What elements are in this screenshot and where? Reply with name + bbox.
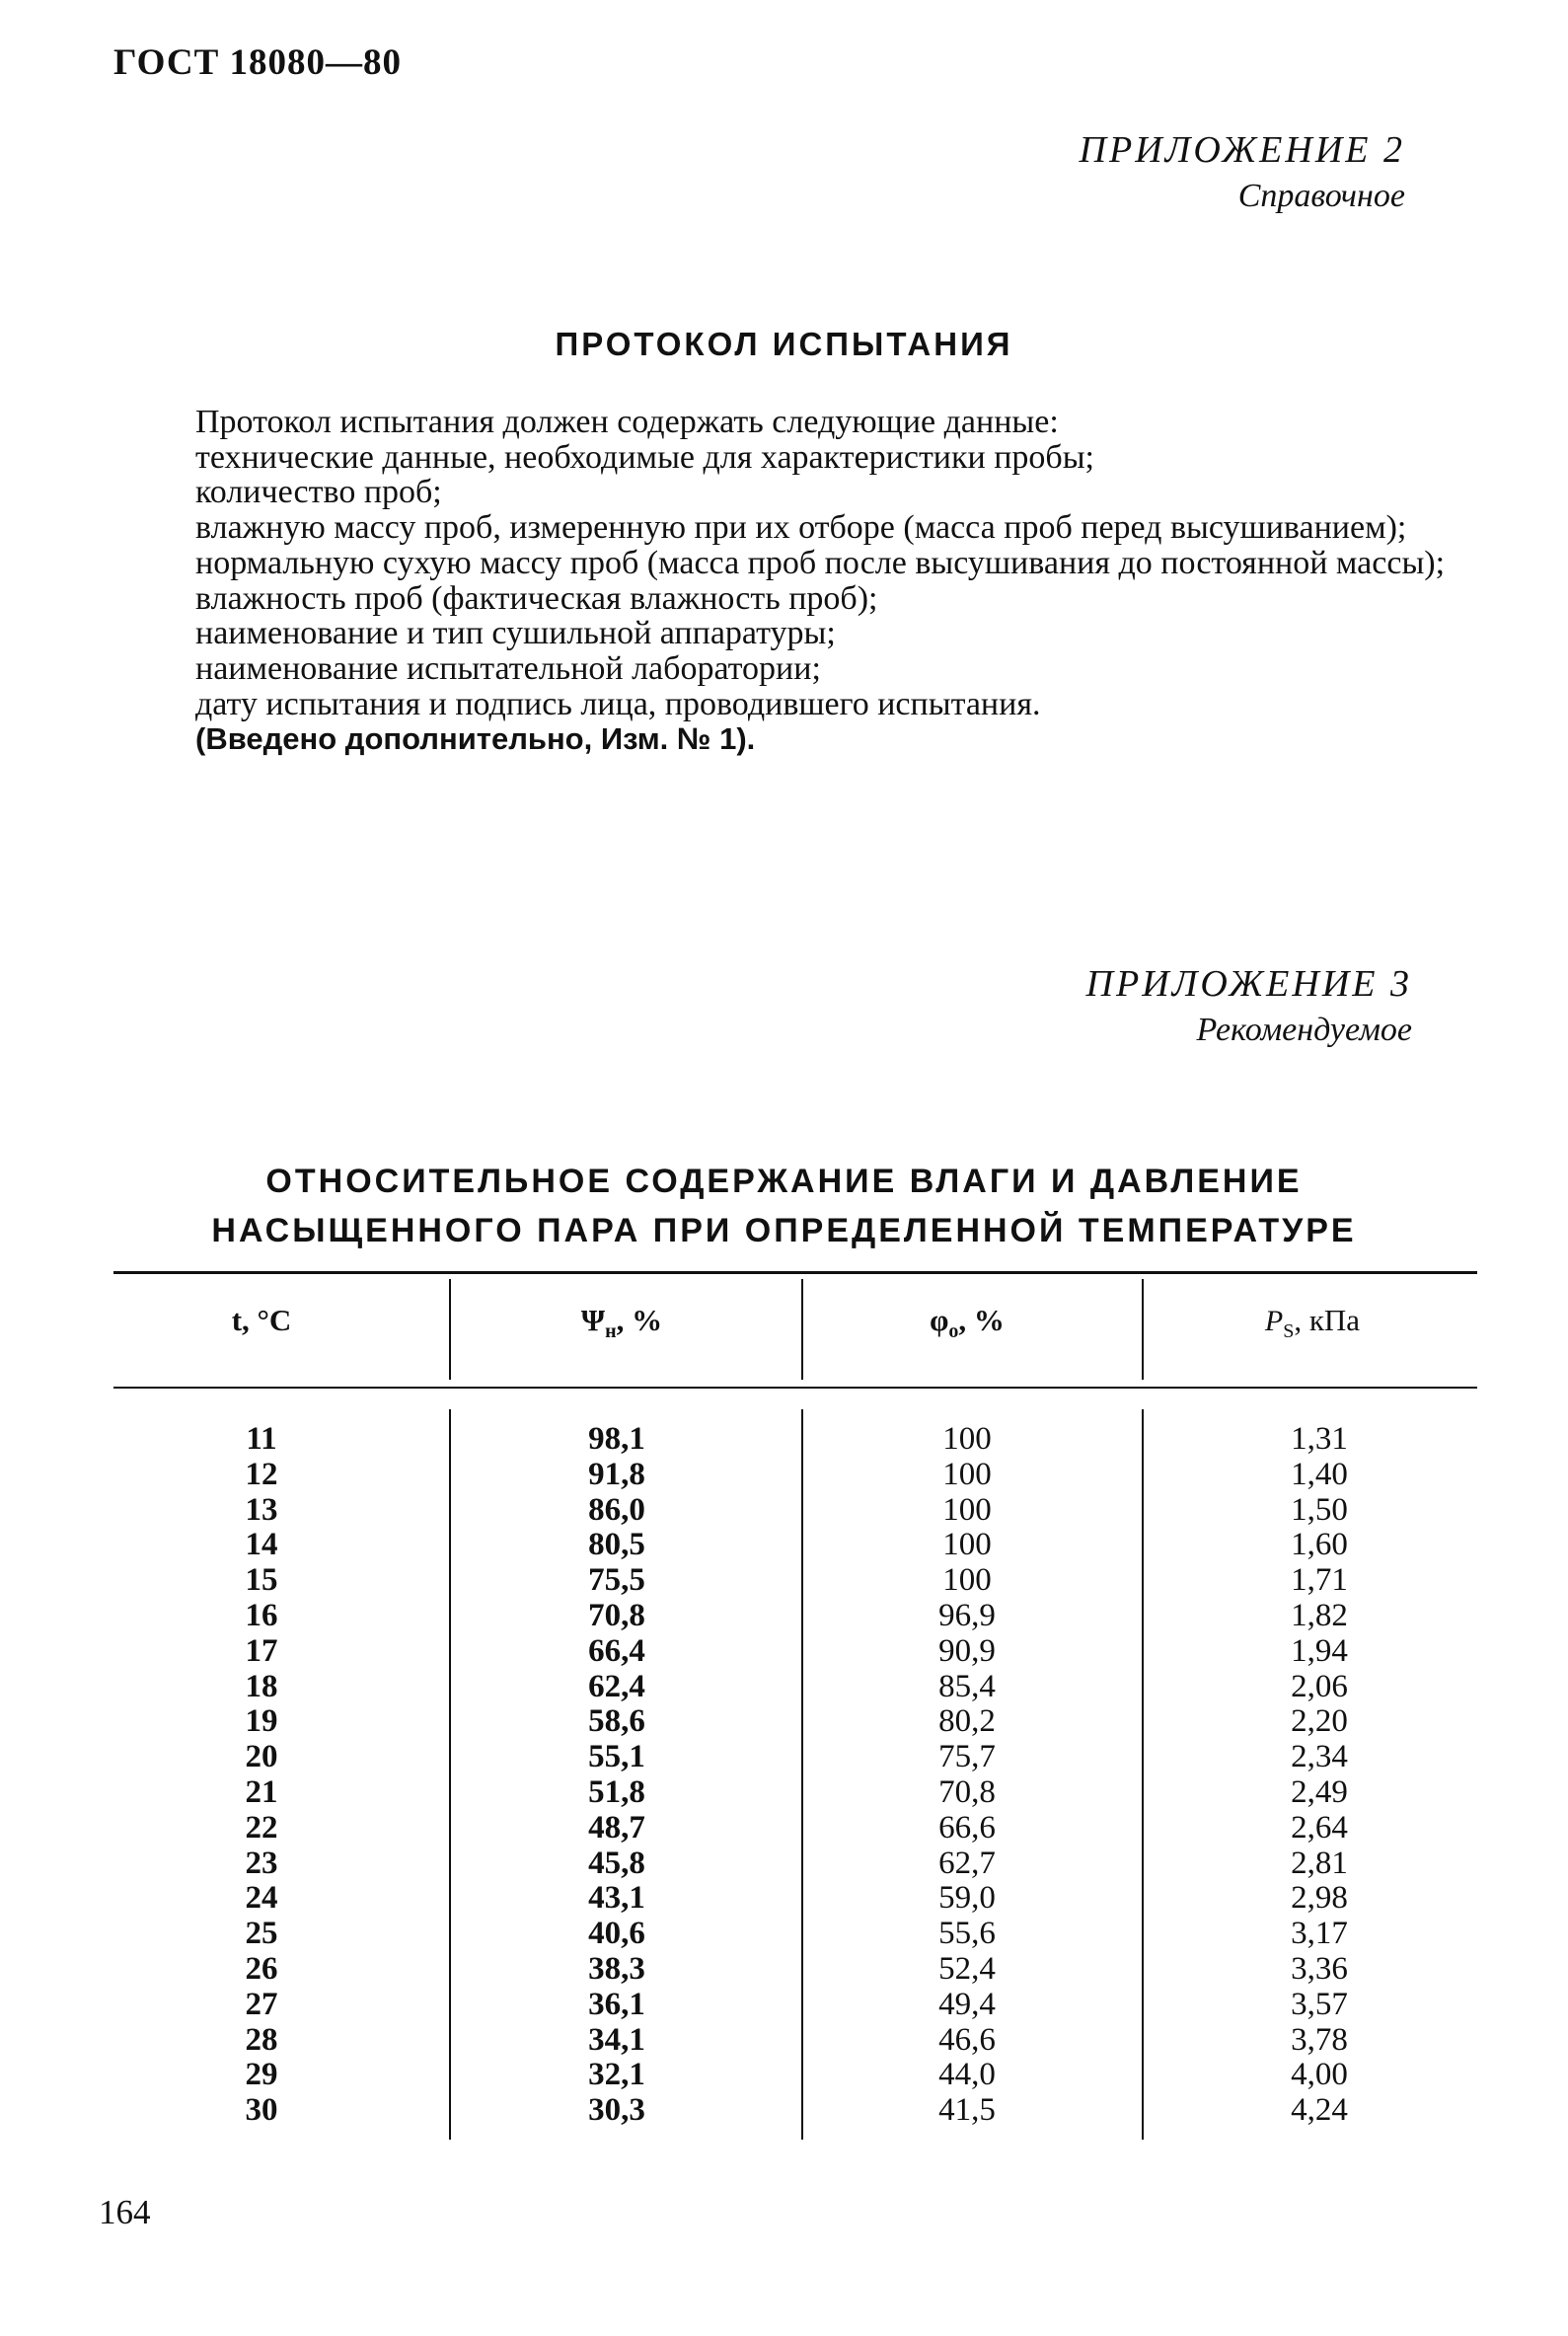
- table-cell: 13: [245, 1491, 278, 1528]
- phi-unit: , %: [958, 1303, 1005, 1337]
- table-cell: 22: [245, 1809, 278, 1846]
- table-cell: 66,4: [588, 1632, 645, 1669]
- table-cell: 96,9: [938, 1597, 996, 1633]
- column-divider: [449, 1279, 451, 1380]
- column-relative-humidity: [903, 1422, 1031, 2129]
- appendix-3-heading: [1086, 962, 1412, 1049]
- header-temperature: t, °C: [231, 1303, 292, 1337]
- table-cell: 26: [245, 1950, 278, 1987]
- table-cell: 100: [942, 1456, 992, 1492]
- table-cell: 98,1: [588, 1421, 645, 1457]
- table-title-line-2: НАСЫЩЕННОГО ПАРА ПРИ ОПРЕДЕЛЕННОЙ ТЕМПЕРАТУРЕ: [211, 1212, 1357, 1249]
- page-number: 164: [99, 2193, 151, 2231]
- ps-unit: , кПа: [1294, 1303, 1361, 1337]
- table-cell: 18: [245, 1668, 278, 1704]
- table-cell: 66,6: [938, 1809, 996, 1846]
- table-cell: 62,4: [588, 1668, 645, 1704]
- protocol-item: дату испытания и подпись лица, проводившего испытания.: [195, 685, 1041, 722]
- table-cell: 2,06: [1291, 1668, 1348, 1704]
- table-cell: 11: [246, 1421, 277, 1457]
- table-cell: 85,4: [938, 1668, 996, 1704]
- table-cell: 29: [245, 2057, 278, 2093]
- header-vapor-pressure: [1184, 1303, 1441, 1343]
- header-relative-humidity: [839, 1303, 1095, 1343]
- protocol-body: [113, 405, 1490, 757]
- table-cell: 4,24: [1291, 2092, 1348, 2129]
- table-cell: 3,17: [1291, 1916, 1348, 1952]
- table-cell: 1,71: [1291, 1562, 1348, 1599]
- table-cell: 55,6: [938, 1916, 996, 1952]
- table-cell: 55,1: [588, 1739, 645, 1775]
- table-cell: 30: [245, 2092, 278, 2129]
- table-cell: 100: [942, 1421, 992, 1457]
- table-cell: 49,4: [938, 1986, 996, 2022]
- protocol-item: количество проб;: [195, 474, 442, 511]
- phi-subscript: o: [948, 1320, 959, 1343]
- table-cell: 46,6: [938, 2021, 996, 2058]
- table-cell: 62,7: [938, 1845, 996, 1881]
- table-cell: 100: [942, 1562, 992, 1599]
- table-title: [0, 1157, 1568, 1255]
- table-cell: 51,8: [588, 1773, 645, 1810]
- table-cell: 2,49: [1291, 1773, 1348, 1810]
- column-moisture-content: [553, 1422, 681, 2129]
- table-cell: 75,7: [938, 1739, 996, 1775]
- table-cell: 38,3: [588, 1950, 645, 1987]
- table-cell: 44,0: [938, 2057, 996, 2093]
- protocol-item: технические данные, необходимые для характеристики пробы;: [195, 438, 1094, 476]
- table-cell: 75,5: [588, 1562, 645, 1599]
- table-cell: 15: [245, 1562, 278, 1599]
- appendix-2-heading: [1080, 128, 1405, 215]
- table-cell: 86,0: [588, 1491, 645, 1528]
- appendix-3-number: ПРИЛОЖЕНИЕ 3: [1085, 963, 1412, 1005]
- phi-symbol: φ: [930, 1303, 949, 1337]
- table-cell: 3,36: [1291, 1950, 1348, 1987]
- protocol-item: влажность проб (фактическая влажность проб);: [195, 579, 878, 617]
- header-moisture-content: [493, 1303, 750, 1343]
- protocol-item: наименование испытательной лаборатории;: [195, 649, 821, 687]
- table-cell: 16: [245, 1597, 278, 1633]
- protocol-item: влажную массу проб, измеренную при их отборе (масса проб перед высушиванием);: [195, 509, 1407, 547]
- ps-subscript: S: [1283, 1320, 1295, 1343]
- table-cell: 80,2: [938, 1703, 996, 1740]
- table-cell: 1,82: [1291, 1597, 1348, 1633]
- column-vapor-pressure: [1255, 1422, 1383, 2129]
- protocol-item: Протокол испытания должен содержать следующие данные:: [195, 404, 1059, 440]
- appendix-2-number: ПРИЛОЖЕНИЕ 2: [1079, 129, 1405, 171]
- table-cell: 43,1: [588, 1880, 645, 1917]
- protocol-item: нормальную сухую массу проб (масса проб после высушивания до постоянной массы);: [195, 544, 1446, 581]
- column-divider: [1142, 1409, 1144, 2140]
- table-cell: 70,8: [588, 1597, 645, 1633]
- table-top-rule: [113, 1271, 1477, 1274]
- table-cell: 30,3: [588, 2092, 645, 2129]
- table-cell: 2,34: [1291, 1739, 1348, 1775]
- column-divider: [1142, 1279, 1144, 1380]
- psi-symbol: Ψ: [580, 1303, 606, 1337]
- table-cell: 32,1: [588, 2057, 645, 2093]
- table-cell: 36,1: [588, 1986, 645, 2022]
- table-cell: 2,64: [1291, 1809, 1348, 1846]
- table-cell: 58,6: [588, 1703, 645, 1740]
- table-cell: 59,0: [938, 1880, 996, 1917]
- ps-symbol: P: [1264, 1305, 1284, 1337]
- table-cell: 2,81: [1291, 1845, 1348, 1881]
- table-cell: 2,20: [1291, 1703, 1348, 1740]
- table-cell: 91,8: [588, 1456, 645, 1492]
- table-cell: 23: [245, 1845, 278, 1881]
- protocol-item: наименование и тип сушильной аппаратуры;: [195, 615, 836, 652]
- table-cell: 1,94: [1291, 1632, 1348, 1669]
- table-header-rule: [113, 1387, 1477, 1389]
- table-cell: 1,40: [1291, 1456, 1348, 1492]
- table-cell: 100: [942, 1491, 992, 1528]
- document-code: ГОСТ 18080—80: [113, 42, 402, 83]
- table-cell: 40,6: [588, 1916, 645, 1952]
- table-cell: 1,60: [1291, 1527, 1348, 1563]
- table-cell: 3,78: [1291, 2021, 1348, 2058]
- table-cell: 48,7: [588, 1809, 645, 1846]
- column-divider: [801, 1279, 803, 1380]
- table-cell: 14: [245, 1527, 278, 1563]
- table-cell: 3,57: [1291, 1986, 1348, 2022]
- table-title-line-1: ОТНОСИТЕЛЬНОЕ СОДЕРЖАНИЕ ВЛАГИ И ДАВЛЕНИЕ: [265, 1163, 1303, 1200]
- amendment-note: [113, 721, 1490, 757]
- table-cell: 12: [245, 1456, 278, 1492]
- column-temperature: [197, 1422, 326, 2129]
- table-cell: 80,5: [588, 1527, 645, 1563]
- table-cell: 52,4: [938, 1950, 996, 1987]
- amendment-text: (Введено дополнительно, Изм. № 1).: [195, 721, 756, 757]
- table-cell: 90,9: [938, 1632, 996, 1669]
- table-cell: 19: [245, 1703, 278, 1740]
- table-cell: 70,8: [938, 1773, 996, 1810]
- table-cell: 25: [245, 1916, 278, 1952]
- appendix-2-kind: Справочное: [1237, 178, 1405, 214]
- table-cell: 1,50: [1291, 1491, 1348, 1528]
- table-cell: 4,00: [1291, 2057, 1348, 2093]
- psi-unit: , %: [616, 1303, 663, 1337]
- table-cell: 17: [245, 1632, 278, 1669]
- table-cell: 2,98: [1291, 1880, 1348, 1917]
- table-cell: 41,5: [938, 2092, 996, 2129]
- table-cell: 1,31: [1291, 1421, 1348, 1457]
- table-cell: 27: [245, 1986, 278, 2022]
- appendix-3-kind: Рекомендуемое: [1196, 1012, 1412, 1048]
- column-divider: [449, 1409, 451, 2140]
- table-cell: 20: [245, 1739, 278, 1775]
- table-cell: 24: [245, 1880, 278, 1917]
- column-divider: [801, 1409, 803, 2140]
- table-cell: 100: [942, 1527, 992, 1563]
- table-cell: 45,8: [588, 1845, 645, 1881]
- table-cell: 28: [245, 2021, 278, 2058]
- protocol-title: ПРОТОКОЛ ИСПЫТАНИЯ: [555, 326, 1013, 362]
- table-cell: 21: [245, 1773, 278, 1810]
- table-cell: 34,1: [588, 2021, 645, 2058]
- psi-subscript: н: [605, 1320, 617, 1343]
